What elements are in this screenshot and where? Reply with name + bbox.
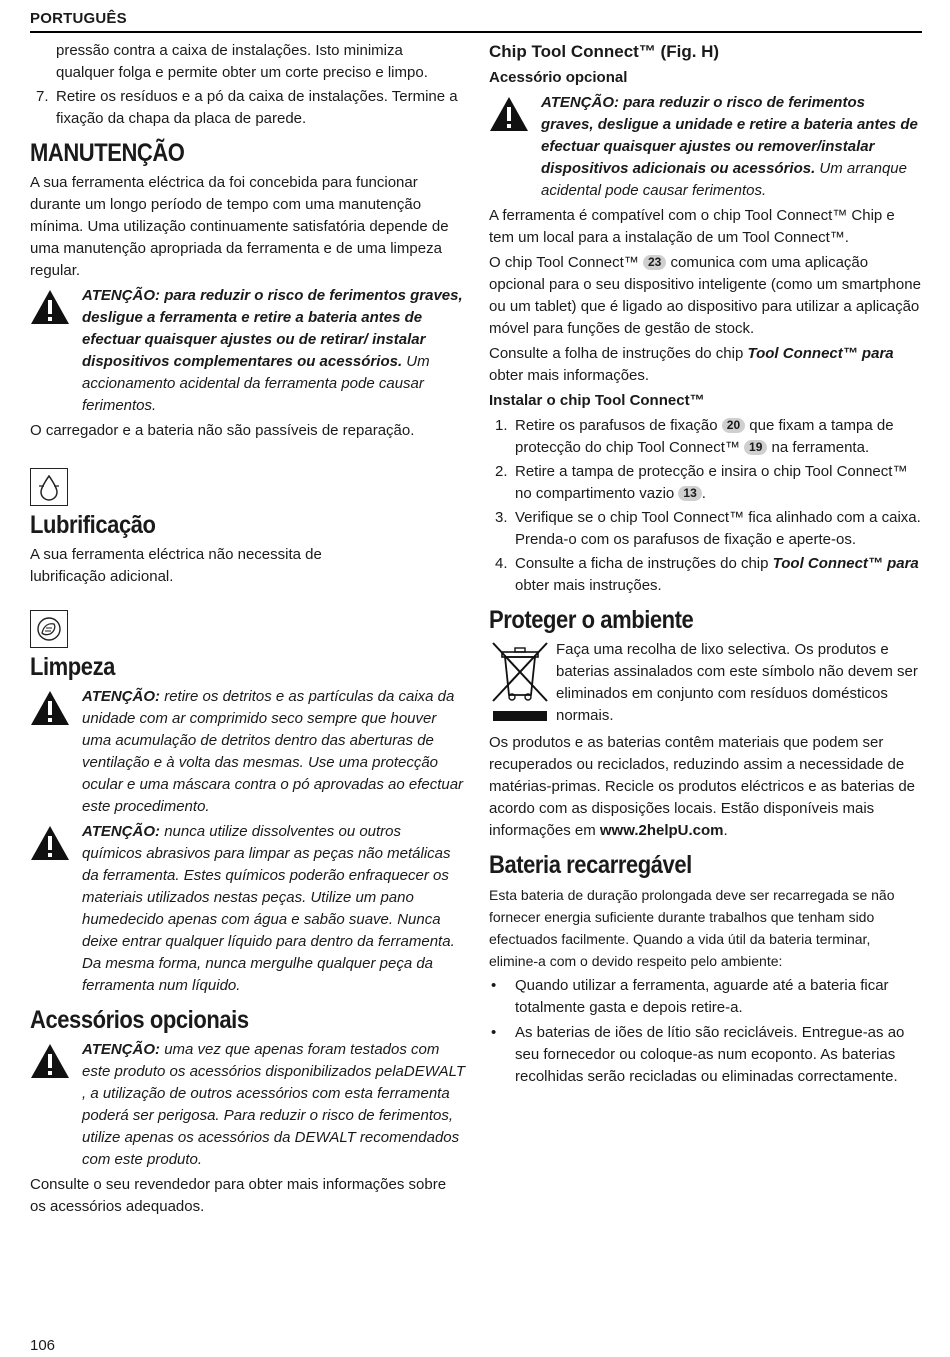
chip-paragraph-3 <box>489 343 921 387</box>
environment-block <box>489 639 921 732</box>
warning-triangle-icon <box>30 289 70 325</box>
warning-italic-text: retire os detritos e as partículas da caixa da unidade com ar comprimido seco sempre que houver uma acumulação de detritos dentro das aberturas de ventilação e à volta das mesmas. Use uma protecção ocular e uma máscara contra o pó aprovadas ao efectuar este procedimento. <box>82 688 464 815</box>
section-title-manutencao: MANUTENÇÃO <box>30 139 185 167</box>
warning-bold-text: ATENÇÃO: <box>82 688 161 705</box>
warning-italic-text: Um arranque acidental pode causar ferimentos. <box>541 160 907 199</box>
warning-block <box>30 285 465 417</box>
text-run: Verifique se o chip Tool Connect™ fica alinhado com a caixa. Prenda-o com os parafusos de fixação e aperte-os. <box>515 509 921 548</box>
text-run: obter mais informações. <box>489 367 650 384</box>
environment-text: Faça uma recolha de lixo selectiva. Os produtos e baterias assinalados com este símbolo não devem ser eliminados em conjunto com resíduos domésticos normais. <box>556 641 918 724</box>
text-run: . <box>723 822 728 839</box>
lubrication-paragraph: A sua ferramenta eléctrica não necessita de lubrificação adicional. <box>30 546 322 585</box>
text-run: Consulte a ficha de instruções do chip <box>515 555 773 572</box>
text-run: que fixam a tampa de protecção do chip Tool Connect™ <box>515 417 894 456</box>
section-title-proteger-ambiente: Proteger o ambiente <box>489 606 694 634</box>
text-run: . <box>701 485 706 502</box>
warning-bold-text: ATENÇÃO: <box>82 1041 161 1058</box>
section-title-limpeza: Limpeza <box>30 653 115 681</box>
step-number: 2. <box>495 463 508 480</box>
text-run: comunica com uma aplicação opcional para o seu dispositivo inteligente (como um smartphone ou um tablet) que é ligado ao dispositivo para utilizar a aplicação móvel para funções de gestão de stock. <box>489 254 921 337</box>
callout-badge: 13 <box>678 486 701 501</box>
battery-paragraph: Esta bateria de duração prolongada deve ser recarregada se não fornecer energia suficiente durante trabalhos que tenham sido efectuados facilmente. Quando a vida útil da bateria terminar, elimine-a com o devido respeito pelo ambiente: <box>489 887 895 969</box>
warning-italic-text: uma vez que apenas foram testados com este produto os acessórios disponibilizados pelaDEWALT , a utilização de outros acessórios com esta ferramenta poderá ser perigosa. Para reduzir o risco de ferimentos, utilize apenas os acessórios da DEWALT recomendados com este produto. <box>82 1041 465 1168</box>
text-run: na ferramenta. <box>767 439 870 456</box>
lubrication-drop-icon <box>30 468 68 506</box>
website-link[interactable]: www.2helpU.com <box>599 822 724 839</box>
warning-triangle-icon <box>30 690 70 726</box>
warning-block <box>30 1039 465 1171</box>
left-column <box>30 40 465 1221</box>
step-number: 1. <box>495 417 508 434</box>
chip-paragraph-1: A ferramenta é compatível com o chip Tool Connect™ Chip e tem um local para a instalação de um Tool Connect™. <box>489 207 895 246</box>
section-title-acessorios: Acessórios opcionais <box>30 1006 249 1034</box>
section-title-lubrificacao: Lubrificação <box>30 511 156 539</box>
environment-paragraph <box>489 732 921 842</box>
warning-bold-text: ATENÇÃO: para reduzir o risco de ferimentos graves, desligue a ferramenta e retire a bateria antes de efectuar quaisquer ajustes ou de retirar/ instalar dispositivos complementares ou acessórios. <box>82 287 463 370</box>
accessories-paragraph: Consulte o seu revendedor para obter mais informações sobre os acessórios adequados. <box>30 1176 447 1215</box>
list-item <box>489 553 921 597</box>
subtitle-install-chip: Instalar o chip Tool Connect™ <box>489 392 705 409</box>
text-run: O chip Tool Connect™ <box>489 254 643 271</box>
maintenance-paragraph: A sua ferramenta eléctrica da foi concebida para funcionar durante um longo período de tempo com uma manutenção mínima. Uma utilização continuamente satisfatória depende de uma manutenção apropriada da ferramenta e de uma limpeza regular. <box>30 174 449 279</box>
text-run: Consulte a folha de instruções do chip <box>489 345 748 362</box>
text-run: Quando utilizar a ferramenta, aguarde até a bateria ficar totalmente gasta e depois retire-a. <box>515 977 889 1016</box>
text-run: Os produtos e as baterias contêm materiais que podem ser recuperados ou reciclados, reduzindo assim a necessidade de matérias-primas. Recicle os produtos eléctricos e as baterias de acordo com as disposições locais. Estão disponíveis mais informações em <box>489 734 916 839</box>
list-item <box>489 1022 921 1088</box>
callout-badge: 23 <box>643 255 666 270</box>
warning-triangle-icon <box>489 96 529 132</box>
charger-paragraph: O carregador e a bateria não são passíveis de reparação. <box>30 422 415 439</box>
header-rule <box>30 31 922 33</box>
text-run: Retire os parafusos de fixação <box>515 417 722 434</box>
section-title-chip-tool-connect: Chip Tool Connect™ (Fig. H) <box>489 42 720 61</box>
warning-block <box>489 92 921 202</box>
step-number: 7. <box>36 88 49 105</box>
bullet: • <box>491 1024 497 1041</box>
warning-triangle-icon <box>30 1043 70 1079</box>
step-continuation: pressão contra a caixa de instalações. Isto minimiza qualquer folga e permite obter um corte preciso e limpo. <box>56 42 428 81</box>
right-column <box>489 40 921 1091</box>
text-run: obter mais instruções. <box>515 577 662 594</box>
page-header-language: PORTUGUÊS <box>30 10 127 27</box>
list-item <box>489 975 921 1019</box>
warning-block <box>30 821 465 997</box>
text-run: As baterias de iões de lítio são recicláveis. Entregue-as ao seu fornecedor ou coloque-as num ecoponto. As baterias recolhidas serão recicladas ou eliminadas correctamente. <box>515 1024 905 1085</box>
text-run: Retire a tampa de protecção e insira o chip Tool Connect™ no compartimento vazio <box>515 463 908 502</box>
bullet: • <box>491 977 497 994</box>
cleaning-hand-icon <box>30 610 68 648</box>
list-item <box>489 507 921 551</box>
callout-badge: 20 <box>722 418 745 433</box>
step-text: Retire os resíduos e a pó da caixa de instalações. Termine a fixação da chapa da placa de parede. <box>56 88 458 127</box>
callout-badge: 19 <box>744 440 767 455</box>
warning-block <box>30 686 465 818</box>
list-item <box>489 415 921 459</box>
chip-paragraph-2 <box>489 252 921 340</box>
text-run-bold: Tool Connect™ para <box>747 345 894 362</box>
warning-bold-text: ATENÇÃO: <box>82 823 161 840</box>
list-item <box>489 461 921 505</box>
page-number: 106 <box>30 1337 56 1354</box>
warning-italic-text: Um accionamento acidental da ferramenta pode causar ferimentos. <box>82 353 430 414</box>
crossed-bin-icon <box>489 639 553 732</box>
text-run-bold: Tool Connect™ para <box>772 555 919 572</box>
subtitle-optional-accessory: Acessório opcional <box>489 69 628 86</box>
warning-triangle-icon <box>30 825 70 861</box>
list-item <box>30 40 465 84</box>
step-number: 4. <box>495 555 508 572</box>
warning-bold-text: ATENÇÃO: para reduzir o risco de ferimentos graves, desligue a unidade e retire a bateria antes de efectuar quaisquer ajustes ou remover/instalar dispositivos adicionais ou acessórios. <box>541 94 918 177</box>
step-number: 3. <box>495 509 508 526</box>
list-item <box>30 86 465 130</box>
section-title-bateria: Bateria recarregável <box>489 851 692 879</box>
warning-italic-text: nunca utilize dissolventes ou outros químicos abrasivos para limpar as peças não metálicas da ferramenta. Estes químicos poderão enfraquecer os materiais utilizados nestas peças. Utilize um pano humedecido apenas com água e sabão suave. Nunca deixe entrar qualquer líquido para dentro da ferramenta. Da mesma forma, nunca mergulhe qualquer peça da ferramenta num líquido. <box>82 823 455 994</box>
